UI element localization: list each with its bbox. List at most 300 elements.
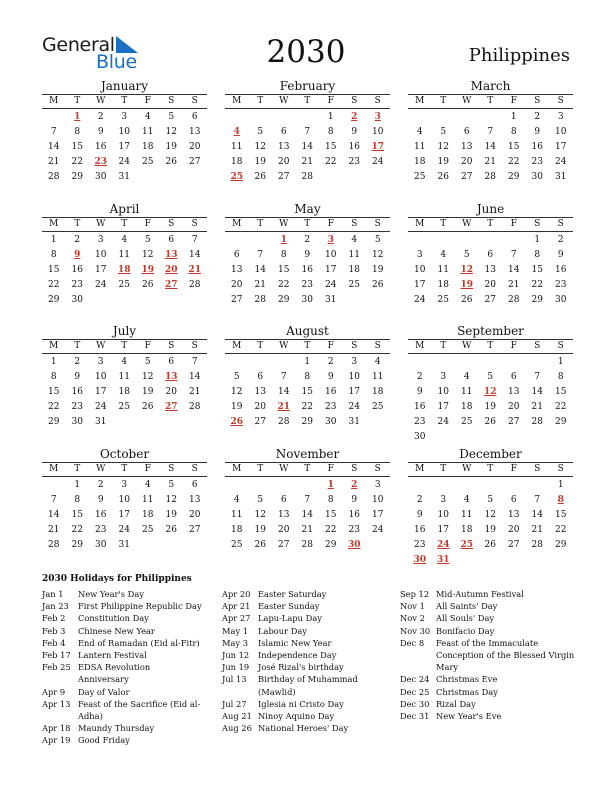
day-cell: 12 [372,250,384,260]
weekday-header: W [272,94,296,109]
day-cell: 22 [71,157,83,167]
day-cell: 2 [74,235,81,245]
holiday-date: Apr 9 [42,686,66,697]
day-cell: 12 [165,495,177,505]
holiday-name: Maundy Thursday [78,723,155,734]
day-cell: 7 [191,357,198,367]
day-cell: 16 [71,387,83,397]
day-cell: 14 [301,510,313,520]
day-cell: 20 [278,157,290,167]
day-cell: 15 [325,142,337,152]
day-cell: 10 [325,250,337,260]
holiday-date: May 3 [222,637,249,648]
day-cell: 10 [118,495,130,505]
weekday-header: S [160,462,184,477]
day-cell: 10 [95,250,107,260]
holiday-date: Apr 13 [42,698,71,709]
weekday-header: S [160,217,184,232]
holiday-name: Good Friday [78,735,130,746]
holiday-date: Apr 27 [222,613,251,624]
day-cell: 14 [189,250,201,260]
day-cell: 28 [48,172,60,182]
weekday-header: W [272,217,296,232]
holiday-day-cell: 1 [74,112,81,122]
day-cell: 2 [416,372,423,382]
day-cell: 7 [50,495,57,505]
holiday-entry [222,637,382,649]
day-cell: 23 [414,540,426,550]
day-cell: 22 [508,157,520,167]
day-cell: 29 [555,540,567,550]
day-cell: 4 [463,372,470,382]
day-cell: 12 [437,142,449,152]
day-cell: 11 [461,510,473,520]
day-cell: 3 [351,357,358,367]
weekday-header: T [113,94,137,109]
holiday-date: Jun 12 [222,650,250,661]
day-cell: 10 [372,127,384,137]
day-cell: 30 [555,295,567,305]
day-cell: 28 [278,417,290,427]
day-cell: 7 [50,127,57,137]
empty-day-cell [502,354,526,369]
day-cell: 27 [278,172,290,182]
holiday-day-cell: 18 [117,265,131,275]
day-cell: 5 [487,372,494,382]
day-cell: 27 [508,417,520,427]
day-cell: 26 [165,157,177,167]
day-cell: 21 [531,525,543,535]
day-cell: 19 [437,157,449,167]
day-cell: 7 [487,127,494,137]
day-cell: 12 [142,250,154,260]
empty-day-cell [479,477,503,492]
day-cell: 6 [191,112,198,122]
weekday-header: F [136,462,160,477]
day-cell: 3 [440,372,447,382]
weekday-header: S [526,217,550,232]
day-cell: 9 [327,372,334,382]
day-cell: 24 [372,157,384,167]
empty-day-cell [479,354,503,369]
day-cell: 13 [508,510,520,520]
day-cell: 24 [95,280,107,290]
day-cell: 23 [71,402,83,412]
day-cell: 8 [280,250,287,260]
holiday-entry [222,722,382,734]
holiday-entry [42,588,202,600]
day-cell: 8 [304,372,311,382]
weekday-header: T [249,217,273,232]
day-cell: 4 [144,112,151,122]
day-cell: 29 [531,295,543,305]
day-cell: 24 [414,295,426,305]
month-august [225,324,390,429]
holiday-name: Easter Sunday [258,601,320,612]
day-cell: 19 [231,402,243,412]
weekday-header: F [502,217,526,232]
day-cell: 6 [168,357,175,367]
day-cell: 5 [374,235,381,245]
day-cell: 16 [348,510,360,520]
day-cell: 23 [531,157,543,167]
day-cell: 11 [142,127,154,137]
month-december [408,447,573,567]
empty-day-cell [272,109,296,124]
day-cell: 30 [71,417,83,427]
day-cell: 30 [71,295,83,305]
month-january [42,79,207,184]
weekday-header: M [225,462,249,477]
day-cell: 30 [95,172,107,182]
holiday-day-cell: 25 [230,172,244,182]
logo-word-general: General [42,34,115,56]
day-cell: 25 [118,402,130,412]
day-cell: 21 [189,387,201,397]
day-cell: 16 [325,387,337,397]
day-cell: 16 [414,525,426,535]
day-cell: 27 [231,295,243,305]
weekday-header: T [66,462,90,477]
day-cell: 11 [118,250,130,260]
holiday-name: Feast of the Sacrifice (Eid al-Adha) [78,698,201,722]
holiday-entry [222,600,382,612]
day-cell: 6 [168,235,175,245]
holiday-name: Christmas Day [436,686,498,697]
day-cell: 9 [351,495,358,505]
day-cell: 29 [325,540,337,550]
day-cell: 14 [531,510,543,520]
weekday-header: T [296,339,320,354]
weekday-header: W [89,217,113,232]
day-cell: 5 [257,495,264,505]
day-cell: 28 [189,280,201,290]
empty-day-cell [479,109,503,124]
day-cell: 3 [121,112,128,122]
holiday-day-cell: 31 [436,555,450,565]
day-cell: 11 [118,372,130,382]
day-cell: 18 [437,280,449,290]
day-cell: 5 [168,112,175,122]
month-name: April [109,202,140,216]
empty-day-cell [432,354,456,369]
weekday-header: T [296,217,320,232]
holiday-day-cell: 19 [141,265,155,275]
holiday-entry [222,588,382,600]
day-cell: 20 [165,387,177,397]
day-cell: 11 [348,250,360,260]
day-cell: 13 [231,265,243,275]
month-may [225,202,390,307]
holiday-name: All Souls' Day [436,613,495,624]
day-cell: 22 [555,525,567,535]
day-cell: 15 [301,387,313,397]
calendar-year-title: 2030 [266,34,346,70]
holiday-name: First Philippine Republic Day [78,601,202,612]
day-cell: 12 [484,510,496,520]
day-cell: 24 [555,157,567,167]
day-cell: 31 [348,417,360,427]
holiday-date: Feb 25 [42,662,71,673]
day-cell: 8 [510,127,517,137]
weekday-header: S [343,217,367,232]
day-cell: 21 [301,157,313,167]
day-cell: 8 [50,372,57,382]
day-cell: 8 [557,372,564,382]
holiday-date: Aug 26 [222,723,252,734]
holiday-name: New Year's Day [78,589,144,599]
holiday-name: Day of Valor [78,686,130,697]
holiday-name: National Heroes' Day [258,723,349,734]
empty-day-cell [432,232,456,247]
holiday-name: Mid-Autumn Festival [436,589,524,599]
day-cell: 20 [189,510,201,520]
weekday-header: T [296,462,320,477]
day-cell: 19 [254,525,266,535]
weekday-header: M [408,339,432,354]
weekday-header: M [225,94,249,109]
day-cell: 24 [437,417,449,427]
day-cell: 16 [71,265,83,275]
day-cell: 15 [71,142,83,152]
holiday-name: Feast of the Immaculate Conception of the Blessed Virgin Mary [436,637,575,673]
holiday-column [222,588,382,734]
day-cell: 28 [189,402,201,412]
holiday-name: José Rizal's birthday [258,662,344,673]
day-cell: 4 [121,235,128,245]
day-cell: 1 [50,235,57,245]
day-cell: 4 [416,127,423,137]
holiday-day-cell: 20 [164,265,178,275]
weekday-header: M [42,339,66,354]
weekday-header: S [549,217,573,232]
day-cell: 4 [463,495,470,505]
day-cell: 18 [461,402,473,412]
empty-day-cell [455,477,479,492]
empty-day-cell [249,354,273,369]
holiday-day-cell: 21 [277,402,291,412]
month-name: October [99,447,150,461]
day-cell: 27 [278,540,290,550]
weekday-header: W [455,462,479,477]
day-cell: 13 [254,387,266,397]
weekday-header: W [89,339,113,354]
holiday-entry [42,625,202,637]
day-cell: 12 [254,510,266,520]
day-cell: 11 [461,387,473,397]
day-cell: 26 [372,280,384,290]
holiday-name: Lapu-Lapu Day [258,613,322,624]
logo-word-blue: Blue [96,51,137,73]
holiday-date: Jan 23 [42,601,69,612]
day-cell: 9 [557,250,564,260]
day-cell: 13 [278,142,290,152]
holiday-day-cell: 1 [327,480,334,490]
day-cell: 3 [440,495,447,505]
weekday-header: F [319,339,343,354]
day-cell: 24 [118,525,130,535]
day-cell: 16 [348,142,360,152]
holiday-name: Labour Day [258,625,307,636]
day-cell: 31 [118,172,130,182]
day-cell: 22 [48,402,60,412]
day-cell: 24 [95,402,107,412]
empty-day-cell [225,109,249,124]
holiday-day-cell: 27 [164,280,178,290]
weekday-header: F [502,94,526,109]
day-cell: 24 [348,402,360,412]
day-cell: 21 [531,402,543,412]
day-cell: 21 [508,280,520,290]
day-cell: 9 [416,510,423,520]
holiday-date: Apr 21 [222,601,251,612]
weekday-header: T [296,94,320,109]
holiday-entry [400,588,575,600]
day-cell: 5 [144,235,151,245]
weekday-header: T [66,339,90,354]
day-cell: 31 [118,540,130,550]
day-cell: 11 [437,265,449,275]
day-cell: 28 [531,540,543,550]
weekday-header: T [249,462,273,477]
empty-day-cell [249,232,273,247]
holiday-date: Apr 18 [42,723,71,734]
holiday-entry [222,612,382,624]
empty-day-cell [296,109,320,124]
weekday-header: F [319,462,343,477]
holiday-name: Christmas Eve [436,674,498,685]
day-cell: 7 [280,372,287,382]
weekday-header: M [42,462,66,477]
day-cell: 27 [189,157,201,167]
day-cell: 27 [254,417,266,427]
weekday-header: T [113,462,137,477]
day-cell: 10 [437,510,449,520]
day-cell: 17 [325,265,337,275]
holiday-date: Dec 31 [400,711,430,722]
day-cell: 10 [414,265,426,275]
holidays-list-title: 2030 Holidays for Philippines [42,574,192,584]
weekday-header: S [366,94,390,109]
day-cell: 20 [484,280,496,290]
day-cell: 4 [440,250,447,260]
day-cell: 15 [555,387,567,397]
day-cell: 13 [508,387,520,397]
holiday-entry [222,710,382,722]
holiday-entry [400,686,575,698]
day-cell: 11 [414,142,426,152]
day-cell: 7 [257,250,264,260]
holiday-date: Dec 24 [400,674,430,685]
day-cell: 18 [142,510,154,520]
day-cell: 7 [304,495,311,505]
day-cell: 19 [484,402,496,412]
day-cell: 4 [233,495,240,505]
day-cell: 30 [414,432,426,442]
day-cell: 15 [325,510,337,520]
day-cell: 2 [327,357,334,367]
holiday-name: Chinese New Year [78,625,155,636]
day-cell: 17 [95,265,107,275]
day-cell: 2 [557,235,564,245]
day-cell: 14 [189,372,201,382]
weekday-header: T [113,217,137,232]
weekday-header: S [183,339,207,354]
day-cell: 25 [372,402,384,412]
day-cell: 20 [508,402,520,412]
weekday-header: S [526,94,550,109]
day-cell: 30 [531,172,543,182]
day-cell: 8 [74,495,81,505]
day-cell: 26 [461,295,473,305]
day-cell: 5 [440,127,447,137]
day-cell: 24 [118,157,130,167]
day-cell: 9 [304,250,311,260]
day-cell: 2 [97,480,104,490]
day-cell: 13 [189,127,201,137]
empty-day-cell [249,109,273,124]
holiday-date: Feb 4 [42,637,66,648]
day-cell: 6 [233,250,240,260]
day-cell: 1 [50,357,57,367]
weekday-header: F [319,217,343,232]
weekday-header: W [455,217,479,232]
day-cell: 15 [555,510,567,520]
weekday-header: T [66,94,90,109]
holiday-day-cell: 30 [347,540,361,550]
holiday-column [42,588,202,747]
holiday-name: All Saints' Day [436,601,498,612]
empty-day-cell [249,477,273,492]
day-cell: 19 [484,525,496,535]
holiday-day-cell: 3 [327,235,334,245]
month-october [42,447,207,552]
empty-day-cell [408,354,432,369]
day-cell: 17 [118,510,130,520]
holiday-name: Iglesia ni Cristo Day [258,698,344,709]
day-cell: 6 [191,480,198,490]
day-cell: 26 [437,172,449,182]
holiday-day-cell: 27 [164,402,178,412]
day-cell: 15 [508,142,520,152]
day-cell: 10 [95,372,107,382]
weekday-header: M [42,217,66,232]
holiday-day-cell: 12 [483,387,497,397]
holiday-day-cell: 9 [74,250,81,260]
weekday-header: T [432,462,456,477]
day-cell: 7 [534,372,541,382]
day-cell: 23 [301,280,313,290]
holiday-day-cell: 19 [460,280,474,290]
holiday-day-cell: 1 [280,235,287,245]
day-cell: 26 [142,280,154,290]
day-cell: 4 [351,235,358,245]
day-cell: 6 [510,495,517,505]
day-cell: 25 [142,157,154,167]
day-cell: 20 [461,157,473,167]
day-cell: 15 [48,265,60,275]
holiday-day-cell: 13 [164,250,178,260]
day-cell: 10 [348,372,360,382]
weekday-header: T [479,462,503,477]
day-cell: 5 [487,495,494,505]
holiday-date: Jul 13 [222,674,247,685]
day-cell: 27 [508,540,520,550]
weekday-header: F [136,217,160,232]
holiday-entry [400,673,575,685]
weekday-header: S [366,462,390,477]
holiday-name: Bonifacio Day [436,625,495,636]
